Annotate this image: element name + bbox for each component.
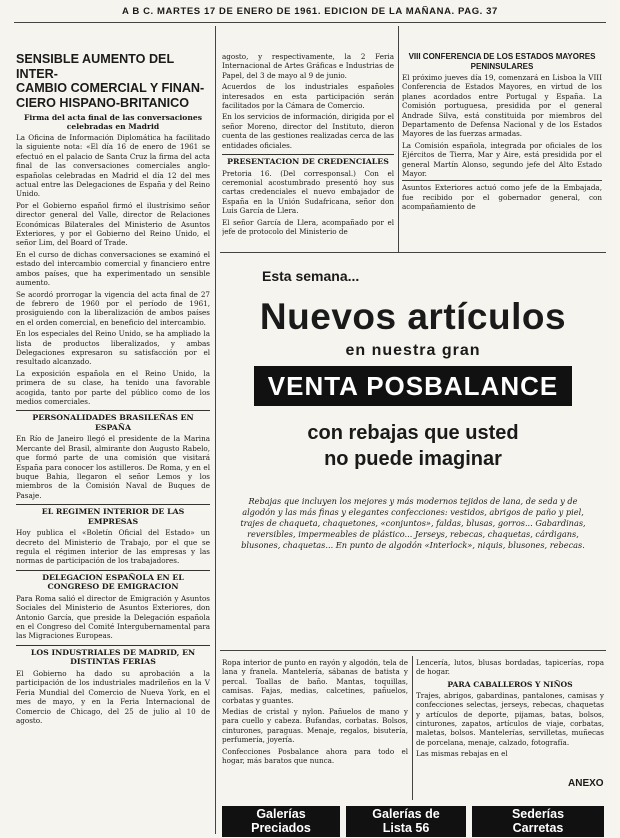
column-middle [222, 52, 394, 250]
ad-intro: Esta semana... [262, 268, 360, 284]
advertisement [222, 256, 604, 646]
ad-headline: Nuevos artículos [259, 296, 567, 337]
page-header: A B C. MARTES 17 DE ENERO DE 1961. EDICION DE LA MAÑANA. PAG. 37 [122, 6, 498, 17]
divider [402, 180, 602, 181]
paragraph: La Comisión española, integrada por oficiales de los Ejércitos de Tierra, Mar y Aire, está presidida por el general Martín Alonso, segundo jefe del Alto Estado Mayor. [402, 140, 602, 179]
ad-top-rule [220, 252, 606, 253]
section-title: LOS INDUSTRIALES DE MADRID, EN DISTINTAS FERIAS [16, 645, 210, 667]
banner-line: Galerías [256, 807, 306, 821]
column-rule [412, 656, 413, 800]
section-title: PERSONALIDADES BRASILEÑAS EN ESPAÑA [16, 410, 210, 432]
ad-slogan [222, 420, 604, 472]
paragraph: Para Roma salió el director de Emigración y Asuntos Sociales del Ministerio de Asuntos Exteriores, don Antonio García, que preside la Delegación española en el Congreso del Comité Intergubernamental para las Migraciones Europeas. [16, 593, 210, 641]
section-title: PRESENTACION DE CREDENCIALES [222, 154, 394, 167]
section-title: DELEGACION ESPAÑOLA EN EL CONGRESO DE EMIGRACION [16, 570, 210, 592]
paragraph: El señor García de Llera, acompañado por el jefe de protocolo del Ministerio de [222, 217, 394, 236]
paragraph: En el curso de dichas conversaciones se examinó el estado del intercambio comercial y financiero entre ambos países, que ha experimentado un sensible aumento. [16, 249, 210, 288]
paragraph: agosto, y respectivamente, la 2 Feria Internacional de Artes Gráficas e Industrias de Papel, del 3 de mayo al 9 de junio. [222, 52, 394, 80]
paragraph: Acuerdos de los industriales españoles interesados en esta participación serán facilitados por la Cámara de Comercio. [222, 82, 394, 111]
paragraph: En Río de Janeiro llegó el presidente de la Marina Mercante del Brasil, almirante don Augusto Rabelo, que formó parte de una comisión que visitará España para conocer los astilleros. De Roma, y en el buque Bahia, llegaron el señor Lemos y los miembros de la Comisión Naval de Buques de Pasaje. [16, 434, 210, 500]
column-right [402, 52, 602, 250]
ad-subline: en nuestra gran [345, 342, 481, 359]
banner-line: Carretas [512, 821, 564, 835]
paragraph: El Gobierno ha dado su aprobación a la participación de los industriales madrileños en la V Feria Mundial del Comercio de Nueva York, en el mes de mayo, y en la Feria Internacional de Comercio de Chicago, del 25 de julio al 10 de agosto. [16, 668, 210, 725]
section-title: PARA CABALLEROS Y NIÑOS [447, 679, 573, 689]
paragraph: La exposición española en el Reino Unido, la primera de su clase, ha tenido una favorable acogida, tanto por parte del público como de los medios comerciales. [16, 368, 210, 406]
headline-line: CIERO HISPANO-BRITANICO [16, 95, 190, 110]
paragraph: La Oficina de Información Diplomática ha facilitado la siguiente nota: «El día 16 de enero de 1961 se efectuó en el palacio de Santa Cruz la firma del acta final de las conversaciones comerciales anglo-españolas celebradas en Madrid el día 12 del mes actual entre las Delegaciones de España y del Reino Unido. [16, 133, 210, 199]
paragraph: Las mismas rebajas en el [416, 749, 508, 759]
banner-line: Galerías de [372, 807, 440, 821]
section-headline: VIII CONFERENCIA DE LOS ESTADOS MAYORES PENINSULARES [408, 52, 596, 71]
header-rule [14, 22, 606, 23]
ad-sale-banner: VENTA POSBALANCE [254, 366, 572, 406]
paragraph: Pretoria 16. (Del corresponsal.) Con el ceremonial acostumbrado presentó hoy sus cartas credenciales el nuevo embajador de España en la Unión Sudafricana, señor don Luis García de Llera. [222, 168, 394, 216]
paragraph: Ropa interior de punto en rayón y algodón, tela de lana y franela. Mantelería, sábanas de batista y percal. Toallas de baño. Mantas, toquillas, camisas. Fajas, medias, calcetines, pañuelos, corbatas y guantes. [222, 658, 408, 705]
slogan-line: con rebajas que usted [307, 422, 519, 444]
paragraph: En los especiales del Reino Unido, se ha ampliado la lista de productos liberalizados, y ambas Delegaciones expresaron su satisfacción por el resultado alcanzado. [16, 329, 210, 367]
column-rule [398, 26, 399, 252]
section-title: EL REGIMEN INTERIOR DE LAS EMPRESAS [16, 504, 210, 526]
paragraph: Medias de cristal y nylon. Pañuelos de mano y para cuello y cabeza. Bufandas, corbatas. Bolsos, cinturones, paraguas. Menaje, regalos, bisutería, perfumería, joyería. [222, 707, 408, 745]
banner-line: Lista 56 [382, 821, 430, 835]
paragraph: Trajes, abrigos, gabardinas, pantalones, camisas y confecciones selectas, jerseys, rebecas, chaquetas y artículos de deporte, pijamas, batas, bolsos, cinturones, zapatos, artículos de viaje, corbatas, maletas, bolsos. Mantelerías, servilletas, muñecas de porcelana, menaje, calzado, fotografía. [416, 690, 604, 747]
store-banner-galerias-preciados [222, 806, 340, 837]
headline-line: SENSIBLE AUMENTO DEL INTER- [16, 52, 174, 81]
ad-bottom-rule [220, 650, 606, 651]
paragraph: Se acordó prorrogar la vigencia del acta final de 27 de febrero de 1960 por el período de 1961, prosiguiendo con la liberalización de ambos países en el orden comercial, en beneficio del intercambio. [16, 289, 210, 327]
banner-line: Sederías [511, 807, 565, 821]
paragraph: En los servicios de información, dirigida por el señor Moreno, director del Instituto, dieron cuenta de las gestiones realizadas cerca de las entidades oficiales. [222, 112, 394, 150]
article-subhead: Firma del acta final de las conversaciones celebradas en Madrid [23, 113, 202, 131]
store-banner-sederias-carretas [472, 806, 604, 837]
ad-lower-left [222, 658, 408, 800]
slogan-line: no puede imaginar [324, 448, 502, 470]
column-rule [215, 26, 216, 834]
paragraph: Por el Gobierno español firmó el ilustrísimo señor director general del Valle, director de Relaciones Económicas Bilaterales del Ministerio de Asuntos Exteriores, y por el Gobierno del Reino Unido, el señor Lim, del Board of Trade. [16, 200, 210, 248]
store-banner-galerias-lista [346, 806, 466, 837]
paragraph: Asuntos Exteriores actuó como jefe de la Embajada, fue recibido por el gobernador general, con acompañamiento de [402, 183, 602, 212]
ad-description: Rebajas que incluyen los mejores y más modernos tejidos de lana, de seda y de algodón y las más finas y elegantes confecciones: vestidos, abrigos de paño y piel, trajes de chaqueta, chaquetones, «conjuntos», faldas, blusas, gorros... Gabardinas, reversibles, impermeables de plástico... Jerseys, rebecas, chaquetas, cárdigans, blusones, chaquetas... En punto de algodón «Interlock», niquis, blusones, rebecas. [240, 496, 586, 550]
headline-line: CAMBIO COMERCIAL Y FINAN- [16, 81, 205, 95]
paragraph: Hoy publica el «Boletín Oficial del Estado» un decreto del Ministerio de Trabajo, por el que se regula el régimen interior de las empresas y las normas de participación de los trabajadores. [16, 528, 210, 566]
article-headline [16, 52, 210, 110]
paragraph: El próximo jueves día 19, comenzará en Lisboa la VIII Conferencia de Estados Mayores, en virtud de los planes acordados entre Portugal y España. La Comisión portuguesa, presidida por el general Andrade Silva, está constituida por miembros del Departamento de Defensa Nacional y de los Estados Mayores de las fuerzas armadas. [402, 73, 602, 139]
banner-line: Preciados [251, 821, 311, 835]
column-left [16, 50, 210, 835]
anexo-label: ANEXO [568, 778, 604, 789]
paragraph: Lencería, lutos, blusas bordadas, tapicerías, ropa de hogar. [416, 658, 604, 677]
paragraph: Confecciones Posbalance ahora para todo el hogar, más baratos que nunca. [222, 746, 408, 766]
